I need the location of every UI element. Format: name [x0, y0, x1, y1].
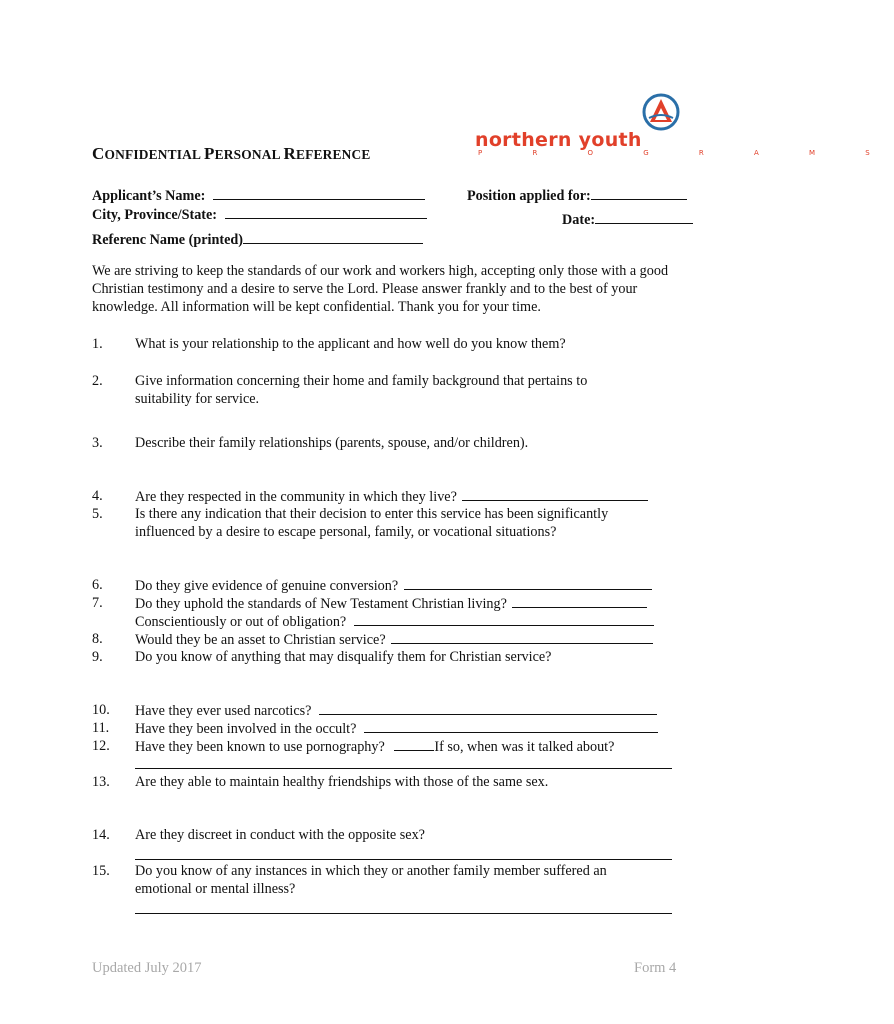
- question-text: Have they ever used narcotics?: [135, 703, 312, 719]
- question-number: 14.: [92, 827, 110, 843]
- question-row: [135, 594, 647, 613]
- answer-line[interactable]: [462, 487, 648, 501]
- answer-line[interactable]: [135, 913, 672, 914]
- question-number: 3.: [92, 435, 103, 451]
- answer-line[interactable]: [364, 719, 658, 733]
- question-row: [135, 630, 653, 649]
- question-row: [135, 737, 614, 756]
- answer-line[interactable]: [391, 630, 653, 644]
- question-text: Are they able to maintain healthy friendships with those of the same sex.: [135, 774, 549, 790]
- question-number: 8.: [92, 631, 103, 647]
- question-text: Are they respected in the community in which they live?: [135, 489, 457, 505]
- question-text: Conscientiously or out of obligation?: [135, 614, 347, 630]
- question-number: 6.: [92, 577, 103, 593]
- question-number: 5.: [92, 506, 103, 522]
- city-field: [92, 205, 427, 224]
- question-text: Have they been known to use pornography?: [135, 739, 385, 755]
- triangle-in-circle-logo-icon: [641, 92, 681, 132]
- answer-line[interactable]: [135, 768, 672, 769]
- question-row: [135, 701, 657, 720]
- question-number: 2.: [92, 373, 103, 389]
- reference-name-field: [92, 230, 423, 249]
- applicant-name-field: [92, 186, 425, 205]
- question-number: 4.: [92, 488, 103, 504]
- answer-line[interactable]: [135, 859, 672, 860]
- question-row: [135, 719, 658, 738]
- applicant-name-input[interactable]: [213, 186, 425, 200]
- question-row: [135, 612, 654, 631]
- question-number: 15.: [92, 863, 110, 879]
- position-input[interactable]: [591, 186, 687, 200]
- question-number: 7.: [92, 595, 103, 611]
- position-field: [467, 186, 687, 205]
- question-text: Describe their family relationships (parents, spouse, and/or children).: [135, 435, 529, 451]
- logo-name: northern youth: [475, 129, 642, 151]
- date-label: Date:: [562, 212, 596, 228]
- question-text: Do they give evidence of genuine conversion?: [135, 578, 399, 594]
- date-field: [562, 210, 693, 229]
- page-title: CONFIDENTIAL PERSONAL REFERENCE: [92, 144, 371, 163]
- city-label: City, Province/State:: [92, 207, 218, 223]
- question-text: Have they been involved in the occult?: [135, 721, 357, 737]
- answer-line[interactable]: [354, 612, 654, 626]
- reference-name-label: Referenc Name (printed): [92, 232, 244, 248]
- question-text: Give information concerning their home and family background that pertains to: [135, 373, 588, 389]
- question-text: Do they uphold the standards of New Testament Christian living?: [135, 596, 507, 612]
- question-text: Do you know of anything that may disqualify them for Christian service?: [135, 649, 552, 665]
- question-number: 9.: [92, 649, 103, 665]
- intro-paragraph: We are striving to keep the standards of our work and workers high, accepting only those with a good Christian testimony and a desire to serve the Lord. Please answer frankly and to the best of your knowledge. All information will be kept confidential. Thank you for your time.: [92, 263, 669, 315]
- footer-form-number: Form 4: [634, 960, 677, 976]
- question-text: If so, when was it talked about?: [434, 739, 615, 755]
- footer-updated: Updated July 2017: [92, 960, 202, 976]
- date-input[interactable]: [595, 210, 693, 224]
- question-number: 12.: [92, 738, 110, 754]
- question-row: [135, 576, 652, 595]
- city-input[interactable]: [225, 205, 427, 219]
- question-number: 10.: [92, 702, 110, 718]
- logo-sub: P R O G R A M S: [478, 149, 894, 157]
- question-number: 1.: [92, 336, 103, 352]
- answer-line[interactable]: [512, 594, 647, 608]
- applicant-name-label: Applicant’s Name:: [92, 188, 206, 204]
- question-text: emotional or mental illness?: [135, 881, 296, 897]
- reference-name-input[interactable]: [243, 230, 423, 244]
- answer-line[interactable]: [394, 737, 434, 751]
- question-number: 11.: [92, 720, 110, 736]
- question-text: influenced by a desire to escape personal, family, or vocational situations?: [135, 524, 557, 540]
- position-label: Position applied for:: [467, 188, 591, 204]
- question-text: suitability for service.: [135, 391, 260, 407]
- question-text: What is your relationship to the applicant and how well do you know them?: [135, 336, 566, 352]
- question-text: Are they discreet in conduct with the opposite sex?: [135, 827, 425, 843]
- question-number: 13.: [92, 774, 110, 790]
- answer-line[interactable]: [404, 576, 652, 590]
- question-text: Do you know of any instances in which they or another family member suffered an: [135, 863, 607, 879]
- question-row: [135, 487, 648, 506]
- question-text: Would they be an asset to Christian service?: [135, 632, 386, 648]
- question-text: Is there any indication that their decision to enter this service has been significantly: [135, 506, 609, 522]
- answer-line[interactable]: [319, 701, 657, 715]
